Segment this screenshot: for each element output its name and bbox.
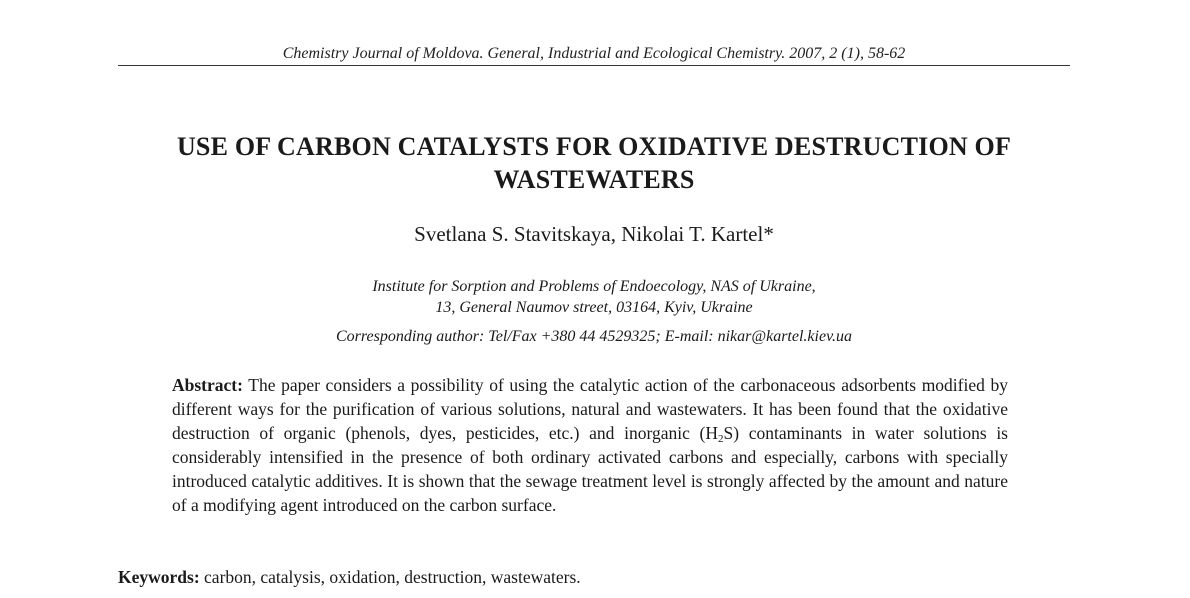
paper-title-line-2: WASTEWATERS bbox=[493, 165, 695, 194]
abstract-text-part-2: S) contaminants in water solutions is considerably intensified in the presence of both ordinary activated carbons and especially, carbons with specially introduced catalytic additives. It is shown that the sewage treatment level is strongly affected by the amount and nature of a modifying agent introduced on the carbon surface. bbox=[172, 423, 1008, 515]
header-rule bbox=[118, 65, 1070, 66]
abstract bbox=[172, 373, 1008, 517]
affiliation-line-1: Institute for Sorption and Problems of Endoecology, NAS of Ukraine, bbox=[372, 278, 816, 295]
keywords-text: carbon, catalysis, oxidation, destruction, wastewaters. bbox=[199, 567, 581, 587]
affiliation bbox=[118, 276, 1070, 318]
keywords-label: Keywords: bbox=[118, 567, 200, 587]
journal-header: Chemistry Journal of Moldova. General, Industrial and Ecological Chemistry. 2007, 2 (1), 58-62 bbox=[282, 45, 906, 62]
paper-title bbox=[118, 130, 1070, 196]
authors: Svetlana S. Stavitskaya, Nikolai T. Kartel* bbox=[414, 222, 774, 246]
affiliation-line-2: 13, General Naumov street, 03164, Kyiv, Ukraine bbox=[435, 299, 753, 316]
abstract-subscript: 2 bbox=[717, 433, 724, 445]
keywords bbox=[118, 565, 1070, 589]
corresponding-author: Corresponding author: Tel/Fax +380 44 4529325; E-mail: nikar@kartel.kiev.ua bbox=[336, 328, 852, 345]
abstract-label: Abstract: bbox=[172, 375, 243, 395]
paper-title-line-1: USE OF CARBON CATALYSTS FOR OXIDATIVE DESTRUCTION OF bbox=[176, 132, 1012, 161]
abstract-text-part-1: The paper considers a possibility of using the catalytic action of the carbonaceous adsorbents modified by different ways for the purification of various solutions, natural and wastewaters. It has been found that the oxidative destruction of organic (phenols, dyes, pesticides, etc.) and inorganic (H bbox=[172, 375, 1008, 443]
